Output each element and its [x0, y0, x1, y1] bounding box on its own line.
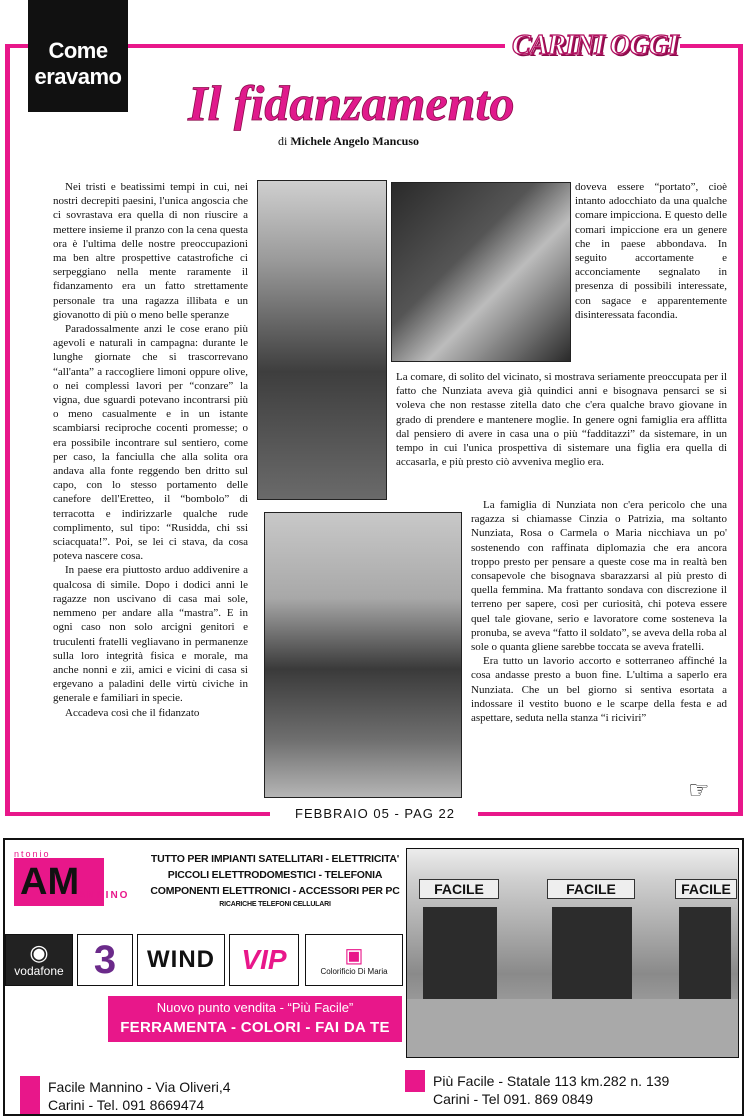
paragraph: La famiglia di Nunziata non c'era pericolo che una ragazza si chiamasse Cinzia o Patrizia, ma soltanto Nunziata, Rosa o Carmela o Maria nicchiava un po' sostenendo con raffinata diplomazia che era ancora troppo presto per pensare a queste cose ma in realtà ben consapevole che bisognava sbarazzarsi al più presto di quella femmina. Ma frattanto sondava con discrezione il terreno per sapere, così per curiosità, chi poteva essere quel tale giovane, serio e lavoratore come sosteneva la pronuba, se aveva “fatto il soldato”, se aveva della roba al sole o quanta gliene sarebbe toccata se aveva fratelli.	[471, 499, 727, 654]
photo-family-group	[264, 512, 462, 798]
vodafone-logo	[5, 934, 73, 986]
frame-bottom-right	[478, 812, 743, 816]
frame-bottom-left	[5, 812, 270, 816]
photo-woman-orchard	[391, 182, 571, 362]
service-line: TUTTO PER IMPIANTI SATELLITARI - ELETTRICITA'	[150, 853, 400, 865]
page-number: FEBBRAIO 05 - PAG 22	[295, 806, 455, 821]
store-sign: FACILE	[419, 879, 499, 899]
article-column-right-top	[575, 180, 727, 370]
storefront-photo	[406, 848, 739, 1058]
paragraph: La comare, di solito del vicinato, si mostrava seriamente preoccupata per il fatto che Nunziata aveva già quindici anni e bisognava pensarci se si voleva che non restasse zitella dato che c'era qualche bravo giovane in grado di prendere e mantenere moglie. In genere ogni famiglia era afflitta dal pensiero di avere in casa una o più “fadditazzi” da sistemare, in un tempo in cui l'unica prospettiva di sistemare una figlia era quella di accasarla, e più presto ciò avveniva meglio era.	[396, 371, 727, 469]
frame-top-right	[680, 44, 742, 48]
paragraph: In paese era piuttosto arduo addivenire a qualcosa di simile. Dopo i dodici anni le ragazze non uscivano di casa mai sole, nemmeno per andare alla “mastra”. E in ogni caso non solo arcigni genitori e truculenti fratelli vegliavano in permanenze sulla loro integrità fisica e morale, ma anche nonni e zii, amici e vicini di casa si ergevano a paladini delle virtù civiche in generale e familiari in specie.	[53, 564, 248, 705]
colorificio-icon: ▣	[344, 944, 364, 967]
address-line: Carini - Tel 091. 869 0849	[433, 1091, 594, 1107]
masthead: CARINI OGGI	[512, 30, 678, 61]
frame-right	[738, 44, 743, 816]
address-marker	[405, 1070, 425, 1092]
store-door	[423, 907, 497, 1002]
byline-prefix: di	[278, 134, 288, 148]
colorificio-logo	[305, 934, 403, 986]
service-line: PICCOLI ELETTRODOMESTICI - TELEFONIA	[167, 869, 383, 881]
brand-label: vodafone	[14, 964, 64, 978]
services-list	[150, 851, 400, 921]
brand-label: Colorificio Di Maria	[320, 966, 388, 976]
author-name: Michele Angelo Mancuso	[290, 134, 419, 148]
vip-logo: VIP	[229, 934, 299, 986]
article-title: Il fidanzamento	[188, 75, 515, 131]
address-line: Facile Mannino - Via Oliveri,4	[48, 1079, 231, 1095]
paragraph: Paradossalmente anzi le cose erano più agevoli e naturali in campagna: durante le lunghe giornate che si trascorrevano “all'anta” a raccogliere limoni oppure olive, o nei complessi lavori per “conzare” la vigna, due sguardi potevano incontrarsi più o meno casualmente e in un istante scambiarsi reciproche cocenti promesse; o era possibile incontrare sul sentiero, come per caso, la fanciulla che alla solita ora andava alla fonte reggendo ben dritto sul capo, con lo stesso portamento delle canefore dell'Eretteo, il “bombolo” di terracotta e indirizzarle qualche rude complimento, sul tipo: “Rusidda, chi ssi sciacquata!”. Poi, se lei ci stava, da cosa poteva nascere cosa.	[53, 323, 248, 563]
service-small: RICARICHE TELEFONI CELLULARI	[219, 901, 331, 908]
paragraph: Era tutto un lavorio accorto e sotterraneo affinché la cosa andasse presto a buon fine. L'ultima a saperlo era Nunziata. Che un bel giorno si sentiva esortata a indossare il vestito buono e le scarpe della festa e ad aspettare, seduta nella stanza “i riciviri”	[471, 655, 727, 725]
wind-logo: WIND	[137, 934, 225, 986]
vodafone-icon: ◉	[29, 940, 49, 965]
article-column-right-bottom	[471, 498, 727, 804]
paragraph: Nei tristi e beatissimi tempi in cui, nei nostri decrepiti paesini, l'unica angoscia che ci sovrastava era quella di non riuscire a mettere insieme il pranzo con la cena questa ora è l'ultima delle nostre preoccupazioni ma ben altre prospettive catastrofiche ci serpeggiano nella mente raramente il fidanzamento era un fatto strettamente personale tra una ragazza illibata e un giovanotto di più o meno belle speranze	[53, 181, 248, 321]
address-marker	[20, 1076, 40, 1114]
address-line: Più Facile - Statale 113 km.282 n. 139	[433, 1073, 670, 1089]
address-piu-facile	[433, 1072, 743, 1112]
paragraph: Accadeva così che il fidanzato	[65, 706, 200, 719]
promo-line1: Nuovo punto vendita - “Più Facile”	[156, 1000, 354, 1015]
tre-logo: 3	[77, 934, 133, 986]
address-mannino	[48, 1078, 348, 1118]
promo-banner	[108, 996, 402, 1042]
am-logo-mannino: ANNINO	[78, 890, 130, 901]
store-pavement	[407, 999, 739, 1058]
article-column-right-mid	[396, 370, 727, 496]
promo-line2: FERRAMENTA - COLORI - FAI DA TE	[120, 1019, 390, 1036]
article-column-left	[53, 180, 248, 812]
service-line: COMPONENTI ELETTRONICI - ACCESSORI PER PC	[150, 885, 400, 897]
pointing-hand-icon: ☞	[688, 776, 710, 804]
section-label: Come eravamo	[28, 0, 128, 112]
photo-young-woman	[257, 180, 387, 500]
am-logo-antonio: ntonio	[14, 849, 51, 859]
am-logo-letters: AM	[14, 858, 104, 906]
address-line: Carini - Tel. 091 8669474	[48, 1097, 205, 1113]
store-sign: FACILE	[547, 879, 635, 899]
byline	[278, 134, 538, 150]
store-door	[552, 907, 632, 1002]
store-door	[679, 907, 731, 1002]
store-sign: FACILE	[675, 879, 737, 899]
paragraph: doveva essere “portato”, cioè intanto adocchiato da una qualche comare impicciona. E questo delle comari impiccione era un genere che in paese abbondava. In seguito accortamente e acconciamente segnalato in presenza di possibili interessate, con sagace e apparentemente disinteressata facondia.	[575, 181, 727, 321]
frame-left	[5, 44, 10, 816]
